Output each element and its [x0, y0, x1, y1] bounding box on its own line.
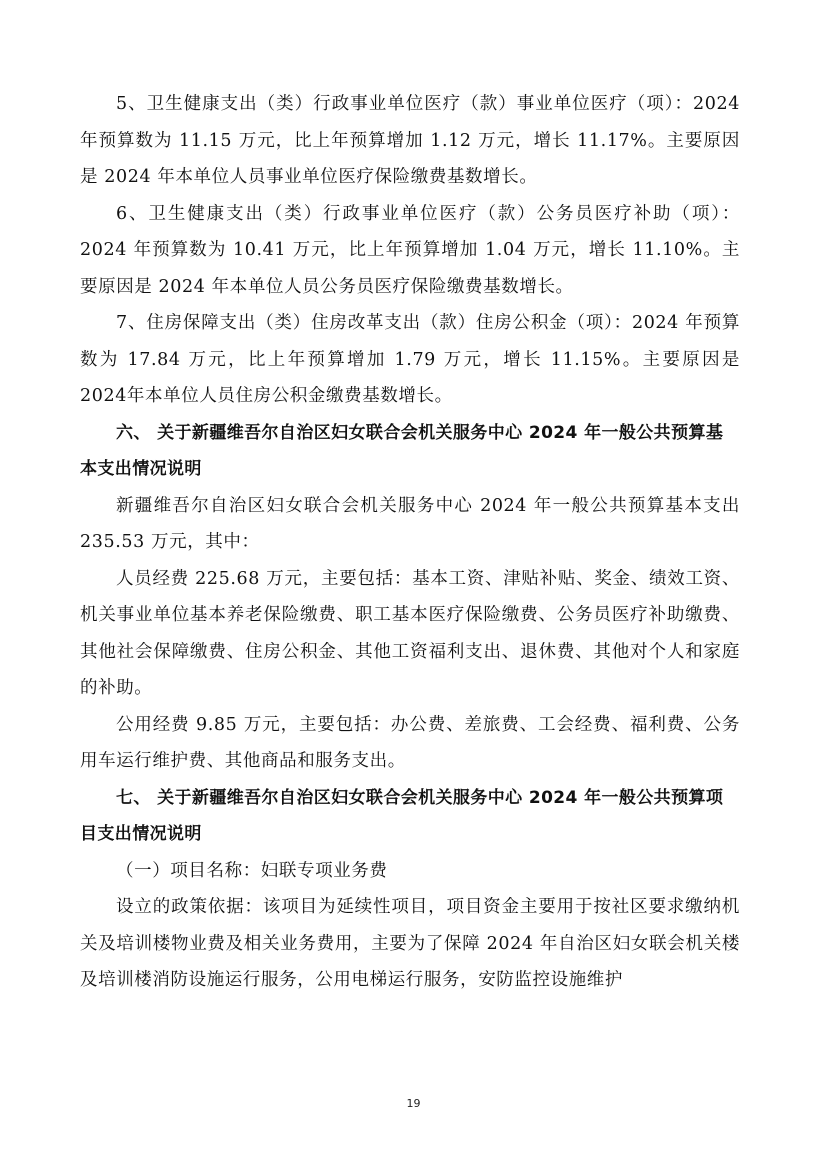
paragraph-public-funds: 公用经费 9.85 万元，主要包括：办公费、差旅费、工会经费、福利费、公务用车运行维护费、其他商品和服务支出。 [80, 714, 740, 771]
page-number: 19 [406, 1097, 421, 1110]
paragraph-item-6: 6、卫生健康支出（类）行政事业单位医疗（款）公务员医疗补助（项）：2024 年预算数为 10.41 万元，比上年预算增加 1.04 万元，增长 11.10%。主要原因是 2024 年本单位人员公务员医疗保险缴费基数增长。 [80, 203, 740, 297]
paragraph-item-5: 5、卫生健康支出（类）行政事业单位医疗（款）事业单位医疗（项）：2024年预算数为 11.15 万元，比上年预算增加 1.12 万元，增长 11.17%。主要原因是 2024 年本单位人员事业单位医疗保险缴费基数增长。 [80, 94, 740, 187]
paragraph-item-7: 7、住房保障支出（类）住房改革支出（款）住房公积金（项）：2024 年预算数为 17.84 万元，比上年预算增加 1.79 万元，增长 11.15%。主要原因是 2024年本单位人员住房公积金缴费基数增长。 [80, 313, 740, 406]
paragraph-policy-basis: 设立的政策依据：该项目为延续性项目，项目资金主要用于按社区要求缴纳机关及培训楼物业费及相关业务费用，主要为了保障 2024 年自治区妇女联会机关楼及培训楼消防设施运行服务，公用电梯运行服务，安防监控设施维护 [80, 897, 740, 990]
document-body [80, 86, 740, 999]
section-heading-6: 六、 关于新疆维吾尔自治区妇女联合会机关服务中心 2024 年一般公共预算基本支出情况说明 [80, 422, 724, 479]
paragraph-personnel-funds: 人员经费 225.68 万元，主要包括：基本工资、津贴补贴、奖金、绩效工资、机关事业单位基本养老保险缴费、职工基本医疗保险缴费、公务员医疗补助缴费、其他社会保障缴费、住房公积金、其他工资福利支出、退休费、其他对个人和家庭的补助。 [80, 568, 740, 698]
section-heading-7: 七、 关于新疆维吾尔自治区妇女联合会机关服务中心 2024 年一般公共预算项目支出情况说明 [80, 787, 724, 844]
project-name: （一）项目名称：妇联专项业务费 [116, 860, 388, 881]
paragraph-basic-expenditure: 新疆维吾尔自治区妇女联合会机关服务中心 2024 年一般公共预算基本支出 235.53 万元，其中： [80, 495, 740, 552]
